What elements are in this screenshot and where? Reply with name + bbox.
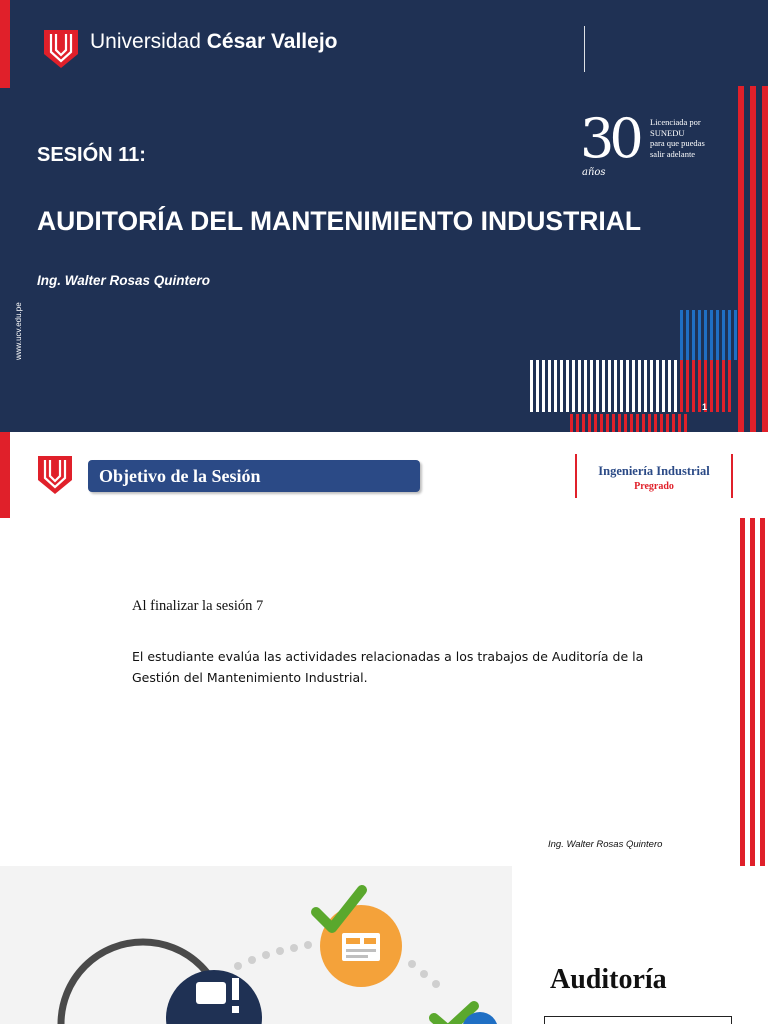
slide-title: Auditoría bbox=[550, 964, 667, 995]
section-banner bbox=[88, 460, 420, 492]
definition-box bbox=[544, 1016, 732, 1024]
red-accent-bar bbox=[0, 0, 10, 88]
license-line: para que puedas bbox=[650, 138, 705, 148]
decorative-stripes bbox=[738, 518, 768, 866]
university-name-light: Universidad bbox=[90, 30, 201, 53]
ucv-logo-icon bbox=[38, 456, 72, 494]
anniversary-word: años bbox=[582, 167, 606, 178]
university-name bbox=[90, 30, 337, 54]
title-slide bbox=[0, 0, 768, 432]
anniversary-number: 30 bbox=[580, 107, 639, 170]
section-heading: Objetivo de la Sesión bbox=[99, 466, 261, 486]
author-name: Ing. Walter Rosas Quintero bbox=[37, 273, 211, 288]
decorative-stripes bbox=[528, 86, 768, 432]
audit-illustration bbox=[0, 866, 512, 1024]
session-label: SESIÓN 11: bbox=[37, 144, 146, 166]
university-name-bold: César Vallejo bbox=[206, 30, 338, 53]
illustration-area bbox=[0, 866, 512, 1024]
license-line: SUNEDU bbox=[650, 127, 685, 138]
red-accent-bar bbox=[0, 432, 10, 518]
ucv-logo-icon bbox=[44, 30, 78, 68]
program-name: Ingeniería Industrial bbox=[598, 464, 710, 478]
license-line: Licenciada por bbox=[650, 117, 701, 127]
license-line: salir adelante bbox=[650, 148, 696, 159]
slide-title: AUDITORÍA DEL MANTENIMIENTO INDUSTRIAL bbox=[37, 206, 642, 236]
footer-author: Ing. Walter Rosas Quintero bbox=[548, 839, 663, 850]
objective-slide bbox=[0, 432, 768, 866]
page-number: 1 bbox=[702, 402, 708, 412]
audit-slide bbox=[0, 866, 768, 1024]
objective-text: El estudiante evalúa las actividades relacionadas a los trabajos de Auditoría de la Gestión del Mantenimiento Industrial. bbox=[132, 649, 644, 685]
intro-text: Al finalizar la sesión 7 bbox=[132, 598, 264, 614]
program-level: Pregrado bbox=[634, 481, 674, 492]
header-divider bbox=[584, 26, 585, 72]
program-box bbox=[575, 454, 733, 498]
website-text: www.ucv.edu.pe bbox=[14, 302, 23, 360]
